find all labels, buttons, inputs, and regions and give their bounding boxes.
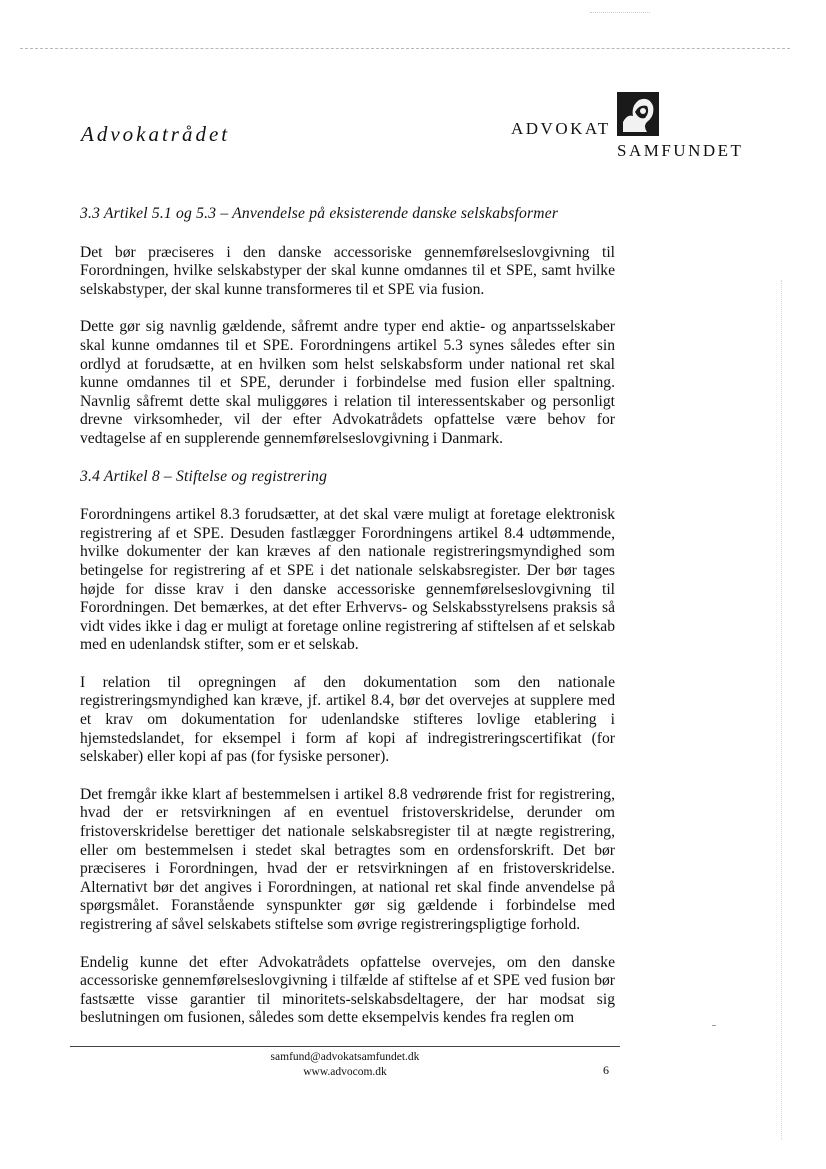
logo-text-advokat: ADVOKAT — [511, 119, 611, 138]
paragraph: Det bør præciseres i den danske accessoriske gennemførelseslovgivning til Forordningen, hvilke selskabstyper der skal kunne omdannes til et SPE, samt hvilke selskabstyper, der skal kunne transformeres til et SPE via fusion. — [80, 243, 615, 298]
header-rule — [20, 48, 790, 49]
council-name: Advokatrådet — [81, 122, 231, 146]
scan-mark — [712, 1025, 716, 1026]
advokatsamfundet-emblem-icon — [617, 92, 659, 136]
footer-rule — [70, 1046, 620, 1047]
paragraph: I relation til opregningen af den dokumentation som den nationale registreringsmyndighed kan kræve, jf. artikel 8.4, bør det overvejes at supplere med et krav om dokumentation for udenlandske stifteres lovlige etablering i hjemstedslandet, for eksempel i form af kopi af indregistreringscertifikat (for selskaber) eller kopi af pas (for fysiske personer). — [80, 673, 615, 766]
paragraph: Endelig kunne det efter Advokatrådets opfattelse overvejes, om den danske accessoriske gennemførelseslovgivning i tilfælde af stiftelse af et SPE ved fusion bør fastsætte visse garantier til minoritets-selskabsdeltagere, der har modsat sig beslutningen om fusionen, således som dette eksempelvis kendes fra reglen om — [80, 953, 615, 1027]
paragraph: Det fremgår ikke klart af bestemmelsen i artikel 8.8 vedrørende frist for registrering, hvad der er retsvirkningen af en eventuel fristoverskridelse, derunder om fristoverskridelse berettiger det nationale selskabsregister til at nægte registrering, eller om bestemmelsen i stedet skal betragtes som en ordensforskrift. Det bør præciseres i Forordningen, hvad der er retsvirkningen af en fristoverskridelse. Alternativt bør det angives i Forordningen, at national ret skal finde anvendelse på spørgsmålet. Foranstående synspunkter gør sig gældende i forbindelse med registrering af såvel selskabets stiftelse som øvrige registreringspligtige forhold. — [80, 785, 615, 933]
logo-text-samfundet: SAMFUNDET — [617, 141, 744, 160]
section-heading: 3.3 Artikel 5.1 og 5.3 – Anvendelse på eksisterende danske selskabsformer — [80, 205, 559, 222]
section-heading: 3.4 Artikel 8 – Stiftelse og registrering — [80, 467, 328, 485]
paragraph: Dette gør sig navnlig gældende, såfremt andre typer end aktie- og anpartsselskaber skal kunne omdannes til et SPE. Forordningens artikel 5.3 synes således efter sin ordlyd at forudsætte, at en hvilken som helst selskabsform under national ret skal kunne omdannes til et SPE, derunder i forbindelse med fusion eller spaltning. Navnlig såfremt dette skal muliggøres i relation til interessentskaber og personligt drevne virksomheder, vil der efter Advokatrådets opfattelse være behov for vedtagelse af en supplerende gennemførelseslovgivning i Danmark. — [80, 318, 615, 447]
paragraph: Forordningens artikel 8.3 forudsætter, at det skal være muligt at foretage elektronisk registrering af et SPE. Desuden fastlægger Forordningens artikel 8.4 udtømmende, hvilke dokumenter der kan kræves af den nationale registreringsmyndighed som betingelse for registrering af et SPE i det nationale selskabsregister. Der bør tages højde for disse krav i den danske accessoriske gennemførelseslovgivning til Forordningen. Det bemærkes, at det efter Erhvervs- og Selskabsstyrelsens praksis så vidt vides ikke i dag er muligt at foretage online registrering af stiftelsen af et selskab med en udenlandsk stifter, som er et selskab. — [80, 506, 615, 654]
footer — [70, 1050, 620, 1080]
footer-website: www.advocom.dk — [303, 1066, 387, 1078]
page-number: 6 — [603, 1063, 609, 1077]
scan-edge — [781, 280, 782, 1140]
footer-email: samfund@advokatsamfundet.dk — [270, 1051, 420, 1063]
document-body — [80, 205, 615, 1047]
scan-artifact — [590, 12, 650, 13]
